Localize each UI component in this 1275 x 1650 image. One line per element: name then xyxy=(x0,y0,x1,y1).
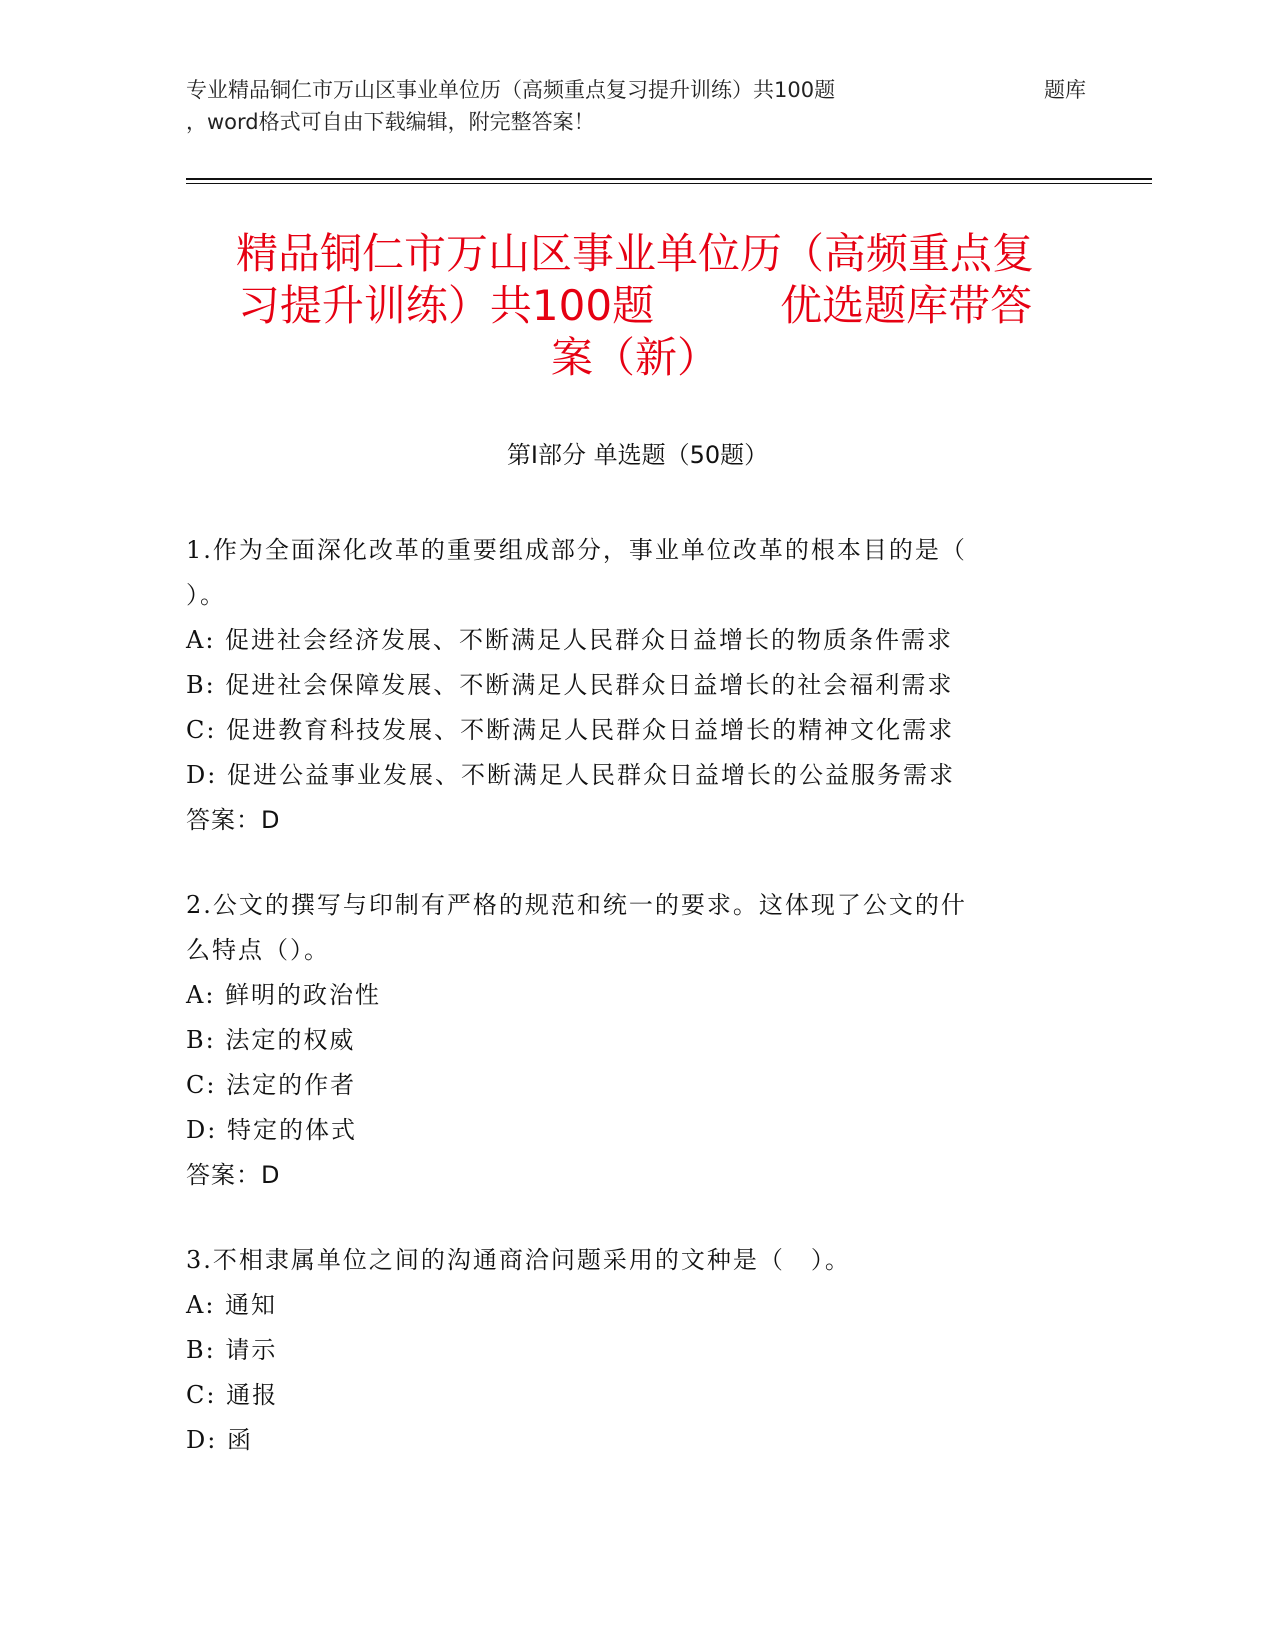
option-a: A: 鲜明的政治性 xyxy=(186,981,382,1009)
option-b: B: 请示 xyxy=(186,1336,278,1364)
option-b: B: 促进社会保障发展、不断满足人民群众日益增长的社会福利需求 xyxy=(186,671,954,699)
option-d: D: 特定的体式 xyxy=(186,1116,357,1144)
title-line-2: 习提升训练）共100题 优选题库带答 xyxy=(237,281,1033,330)
section-heading: 第Ⅰ部分 单选题（50题） xyxy=(506,441,769,469)
answer: 答案：D xyxy=(186,1161,281,1189)
title-line-1: 精品铜仁市万山区事业单位历（高频重点复 xyxy=(235,229,1034,278)
page-header xyxy=(186,74,1086,138)
option-d: D: 函 xyxy=(186,1426,253,1454)
question-text: 3.不相隶属单位之间的沟通商洽问题采用的文种是（ ）。 xyxy=(186,1246,851,1274)
header-line-2: ，word格式可自由下载编辑，附完整答案！ xyxy=(186,110,595,134)
header-divider-thin xyxy=(186,183,1152,184)
option-a: A: 促进社会经济发展、不断满足人民群众日益增长的物质条件需求 xyxy=(186,626,954,654)
title-line-3: 案（新） xyxy=(550,333,719,382)
question-text: 1.作为全面深化改革的重要组成部分，事业单位改革的根本目的是（ xyxy=(186,536,967,564)
question-list xyxy=(186,528,1066,1503)
question-text-cont: ）。 xyxy=(186,581,226,609)
header-text: 专业精品铜仁市万山区事业单位历（高频重点复习提升训练）共100题 xyxy=(186,78,836,102)
document-title xyxy=(190,228,1080,384)
question-3 xyxy=(186,1238,1066,1463)
header-divider-thick xyxy=(186,178,1152,180)
answer: 答案：D xyxy=(186,806,281,834)
question-text: 2.公文的撰写与印制有严格的规范和统一的要求。这体现了公文的什 xyxy=(186,891,967,919)
question-2 xyxy=(186,883,1066,1198)
question-1 xyxy=(186,528,1066,843)
option-d: D: 促进公益事业发展、不断满足人民群众日益增长的公益服务需求 xyxy=(186,761,955,789)
header-tag: 题库 xyxy=(1044,78,1086,102)
option-a: A: 通知 xyxy=(186,1291,278,1319)
header-line-1 xyxy=(186,74,1086,106)
option-b: B: 法定的权威 xyxy=(186,1026,356,1054)
option-c: C: 法定的作者 xyxy=(186,1071,357,1099)
question-text-cont: 么特点（）。 xyxy=(186,936,330,964)
option-c: C: 通报 xyxy=(186,1381,279,1409)
option-c: C: 促进教育科技发展、不断满足人民群众日益增长的精神文化需求 xyxy=(186,716,955,744)
